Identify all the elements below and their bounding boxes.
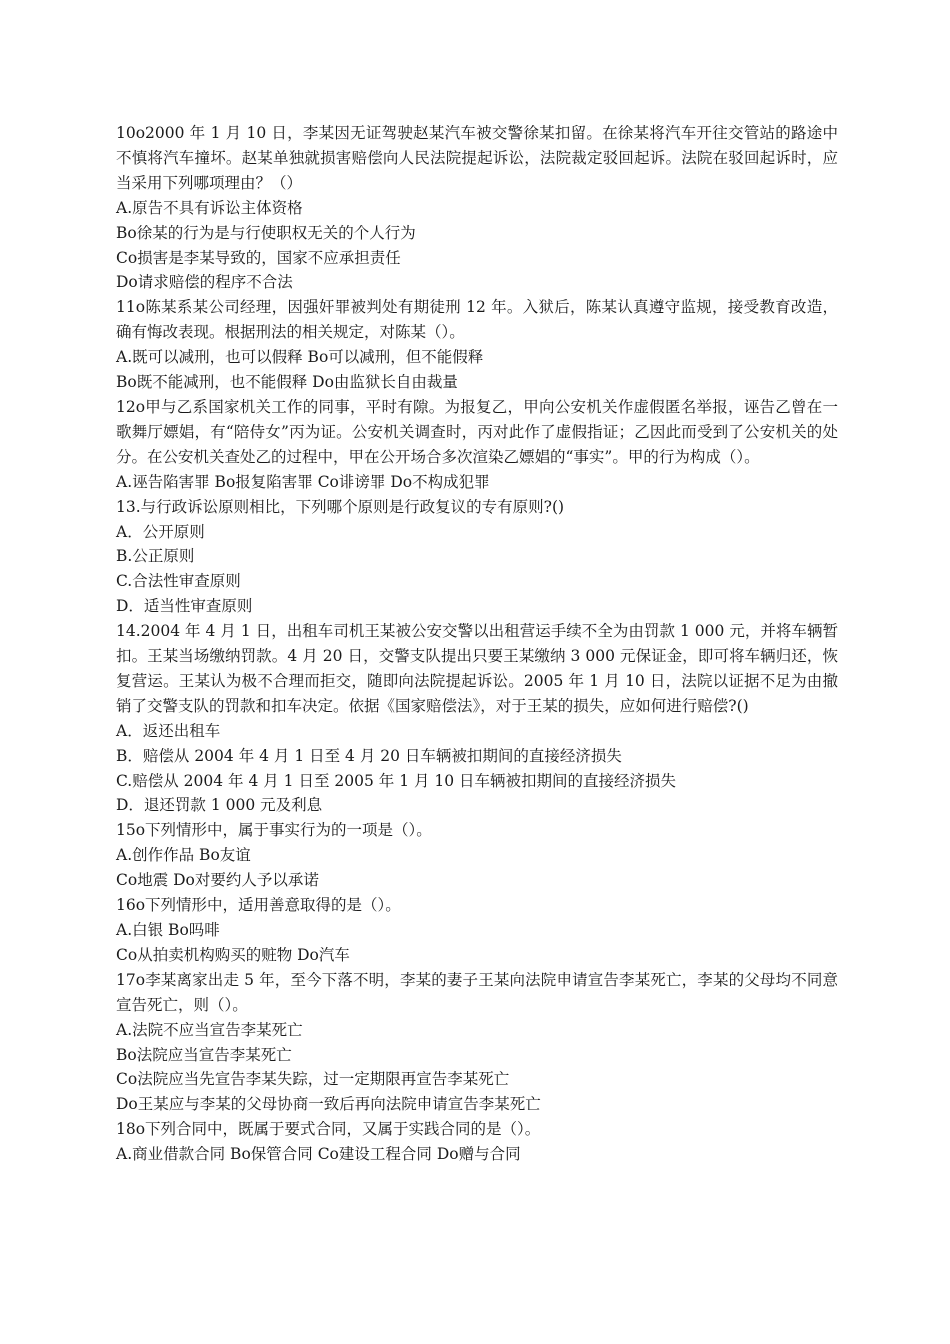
question-11-options-ab: A.既可以减刑，也可以假释 Bο可以减刑，但不能假释	[116, 348, 484, 367]
question-14-option-d: D．退还罚款 1 000 元及利息	[116, 796, 323, 815]
question-10-option-a: A.原告不具有诉讼主体资格	[116, 198, 303, 217]
question-15-stem: 15ο下列情形中，属于事实行为的一项是（）。	[116, 821, 432, 840]
question-16-options-ab: A.白银 Bο吗啡	[116, 921, 220, 939]
question-18-stem: 18ο下列合同中，既属于要式合同，又属于实践合同的是（）。	[116, 1120, 541, 1139]
question-12-options: A.诬告陷害罪 Bο报复陷害罪 Cο诽谤罪 Dο不构成犯罪	[116, 472, 490, 491]
question-13-option-b: B.公正原则	[116, 547, 195, 566]
question-13-option-a: A．公开原则	[116, 522, 205, 541]
question-15-options-cd: Cο地震 Dο对要约人予以承诺	[116, 871, 319, 890]
question-16-stem: 16ο下列情形中，适用善意取得的是（）。	[116, 896, 401, 915]
question-14-option-a: A．返还出租车	[116, 721, 221, 740]
question-17-stem: 17ο李某离家出走 5 年，至今下落不明，李某的妻子王某向法院申请宣告李某死亡，李某的父母均不同意宣告死亡，则（）。	[116, 970, 838, 1014]
question-13-option-c: C.合法性审查原则	[116, 572, 241, 591]
question-16-options-cd: Cο从拍卖机构购买的赃物 Dο汽车	[116, 945, 350, 964]
question-10-option-d: Dο请求赔偿的程序不合法	[116, 273, 293, 292]
question-10-option-c: Cο损害是李某导致的，国家不应承担责任	[116, 248, 401, 267]
question-18-options: A.商业借款合同 Bο保管合同 Cο建设工程合同 Dο赠与合同	[116, 1145, 521, 1164]
question-12-stem: 12ο甲与乙系国家机关工作的同事，平时有隙。为报复乙，甲向公安机关作虚假匿名举报，诬告乙曾在一歌舞厅嫖娼，有“陪侍女”丙为证。公安机关调查时，丙对此作了虚假指证；乙因此而受到了公安机关的处分。在公安机关查处乙的过程中，甲在公开场合多次渲染乙嫖娼的“事实”。甲的行为构成（）。	[116, 397, 838, 466]
question-17-option-d: Dο王某应与李某的父母协商一致后再向法院申请宣告李某死亡	[116, 1095, 541, 1114]
question-13-stem: 13.与行政诉讼原则相比，下列哪个原则是行政复议的专有原则?()	[116, 497, 565, 516]
question-11-options-cd: Bο既不能减刑，也不能假释 Dο由监狱长自由裁量	[116, 373, 458, 392]
question-14-option-b: B．赔偿从 2004 年 4 月 1 日至 4 月 20 日车辆被扣期间的直接经济损失	[116, 746, 622, 765]
document-body	[116, 121, 838, 1167]
question-17-option-b: Bο法院应当宣告李某死亡	[116, 1045, 292, 1064]
question-11-stem: 11ο陈某系某公司经理，因强奸罪被判处有期徒刑 12 年。入狱后，陈某认真遵守监规，接受教育改造，确有悔改表现。根据刑法的相关规定，对陈某（）。	[116, 298, 838, 342]
question-10-option-b: Bο徐某的行为是与行使职权无关的个人行为	[116, 223, 416, 242]
question-13-option-d: D．适当性审查原则	[116, 597, 253, 616]
question-14-stem: 14.2004 年 4 月 1 日，出租车司机王某被公安交警以出租营运手续不全为由罚款 1 000 元，并将车辆暂扣。王某当场缴纳罚款。4 月 20 日，交警支队提出只要王某缴纳 3 000 元保证金，即可将车辆归还，恢复营运。王某认为极不合理而拒交，随即向法院提起诉讼。2005 年 1 月 10 日，法院以证据不足为由撤销了交警支队的罚款和扣车决定。依据《国家赔偿法》，对于王某的损失，应如何进行赔偿?()	[116, 622, 838, 715]
question-14-option-c: C.赔偿从 2004 年 4 月 1 日至 2005 年 1 月 10 日车辆被扣期间的直接经济损失	[116, 771, 677, 790]
question-17-option-c: Cο法院应当先宣告李某失踪，过一定期限再宣告李某死亡	[116, 1070, 510, 1089]
question-10-stem: 10ο2000 年 1 月 10 日，李某因无证驾驶赵某汽车被交警徐某扣留。在徐某将汽车开往交管站的路途中不慎将汽车撞坏。赵某单独就损害赔偿向人民法院提起诉讼，法院裁定驳回起诉。法院在驳回起诉时，应当采用下列哪项理由？（）	[116, 124, 838, 192]
question-15-options-ab: A.创作作品 Bο友谊	[116, 846, 251, 865]
question-17-option-a: A.法院不应当宣告李某死亡	[116, 1020, 303, 1039]
